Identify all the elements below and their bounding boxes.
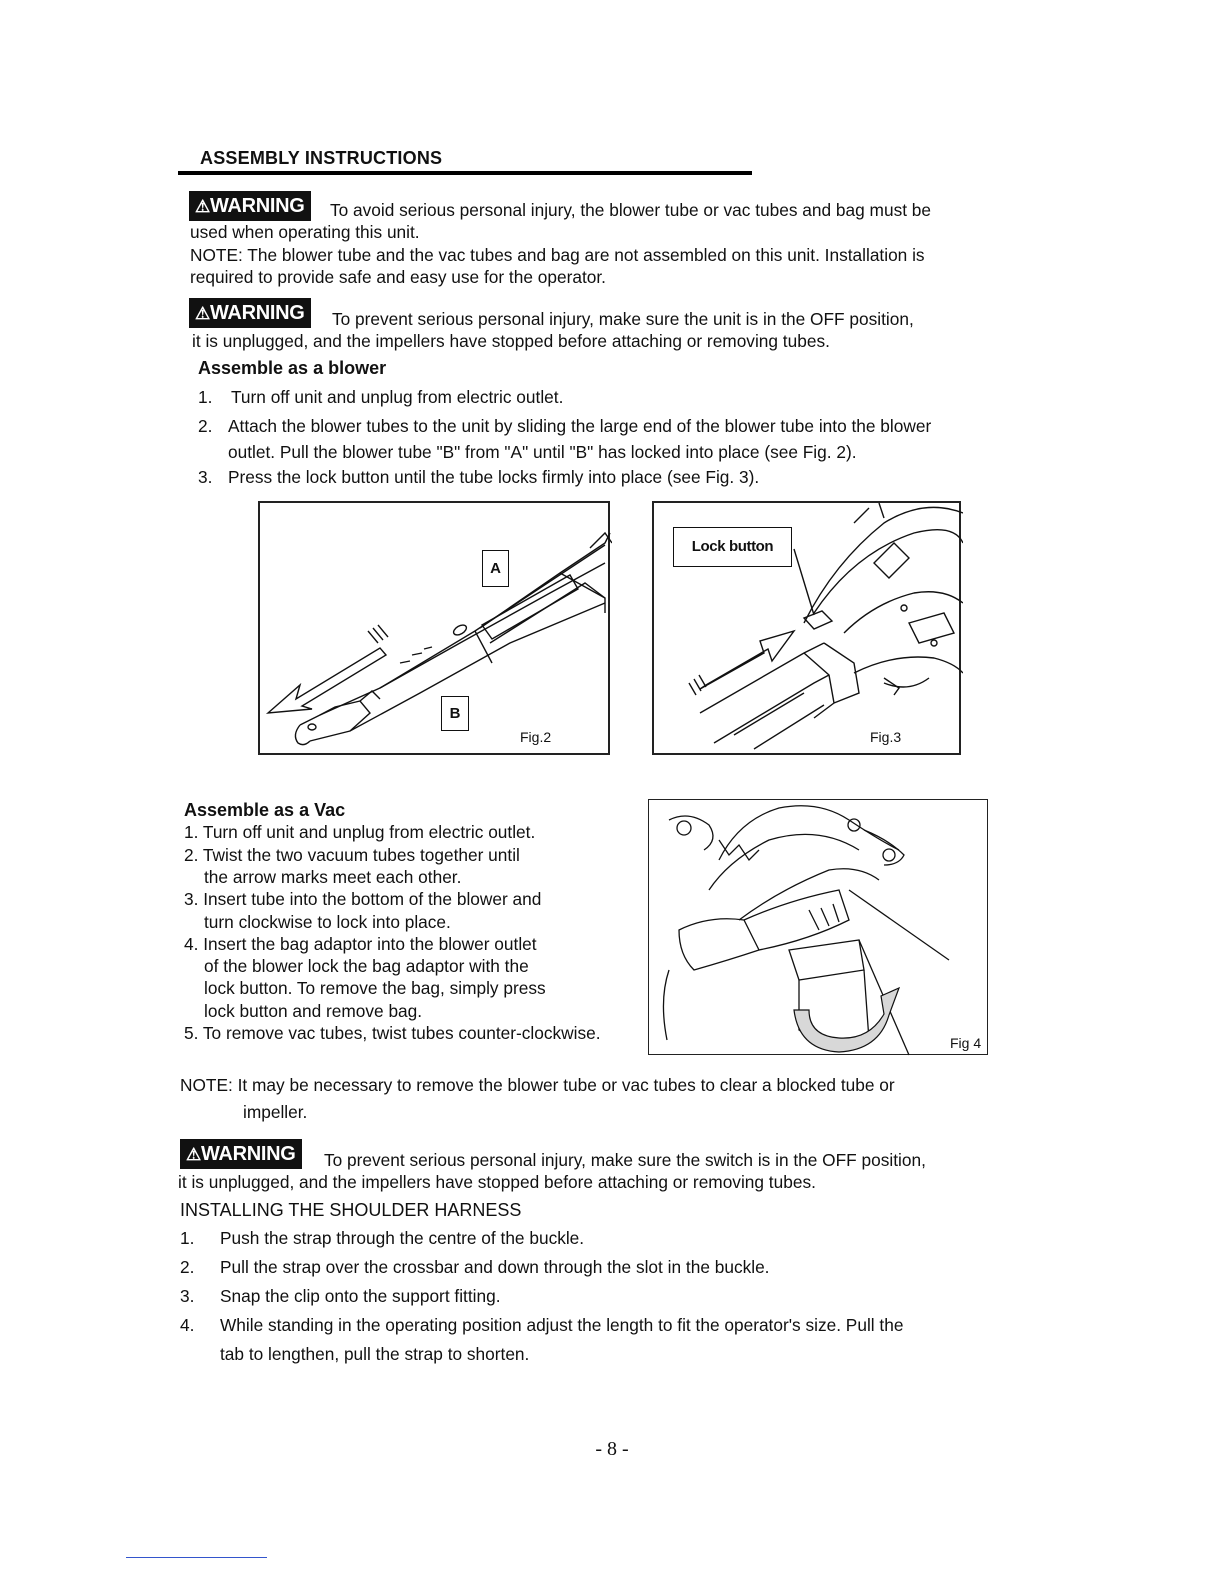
warning-triangle-icon: ⚠ — [195, 304, 210, 323]
step-number: 1. — [180, 1228, 195, 1248]
vac-line: 1. Turn off unit and unplug from electric outlet. — [184, 822, 536, 842]
step-number: 1. — [198, 387, 213, 407]
note-text-cont: impeller. — [243, 1102, 308, 1122]
step-number: 3. — [198, 467, 213, 487]
callout-a: A — [482, 550, 509, 587]
warning-label: WARNING — [200, 1143, 296, 1165]
vac-line: lock button and remove bag. — [204, 1001, 423, 1021]
step-text: Push the strap through the centre of the buckle. — [220, 1228, 585, 1248]
vac-line: the arrow marks meet each other. — [204, 867, 462, 887]
step-text: Turn off unit and unplug from electric outlet. — [231, 387, 564, 407]
blower-tube-illustration — [260, 503, 612, 757]
vac-line: 4. Insert the bag adaptor into the blower outlet — [184, 934, 537, 954]
figure-caption: Fig.2 — [520, 729, 552, 745]
figure-caption: Fig.3 — [870, 729, 902, 745]
title-underline — [178, 171, 752, 175]
step-number: 2. — [198, 416, 213, 436]
vac-line: turn clockwise to lock into place. — [204, 912, 451, 932]
section-heading-blower: Assemble as a blower — [198, 358, 387, 378]
warning-badge — [189, 191, 311, 221]
figure-2 — [258, 501, 610, 755]
step-number: 3. — [180, 1286, 195, 1306]
warning-triangle-icon: ⚠ — [186, 1145, 201, 1164]
section-heading-vac: Assemble as a Vac — [184, 800, 346, 820]
vac-line: 2. Twist the two vacuum tubes together until — [184, 845, 520, 865]
lock-button-callout: Lock button — [673, 527, 792, 567]
page-number: - 8 - — [595, 1438, 629, 1460]
warning2-text-cont: it is unplugged, and the impellers have stopped before attaching or removing tubes. — [192, 331, 830, 351]
step-number: 4. — [180, 1315, 195, 1335]
figure-caption: Fig 4 — [950, 1035, 982, 1051]
footer-rule — [126, 1557, 267, 1558]
warning3-text: To prevent serious personal injury, make sure the switch is in the OFF position, — [324, 1150, 926, 1170]
section-heading-harness: INSTALLING THE SHOULDER HARNESS — [180, 1200, 522, 1220]
note-text-cont: required to provide safe and easy use for the operator. — [190, 267, 606, 287]
step-text: Press the lock button until the tube locks firmly into place (see Fig. 3). — [228, 467, 760, 487]
step-text: Attach the blower tubes to the unit by sliding the large end of the blower tube into the blower — [228, 416, 932, 436]
warning1-text: To avoid serious personal injury, the blower tube or vac tubes and bag must be — [330, 200, 932, 220]
note-text: NOTE: The blower tube and the vac tubes and bag are not assembled on this unit. Installation is — [190, 245, 925, 265]
warning3-text-cont: it is unplugged, and the impellers have stopped before attaching or removing tubes. — [178, 1172, 816, 1192]
step-text: Pull the strap over the crossbar and down through the slot in the buckle. — [220, 1257, 770, 1277]
note-text: NOTE: It may be necessary to remove the blower tube or vac tubes to clear a blocked tube or — [180, 1075, 895, 1095]
vac-line: 3. Insert tube into the bottom of the blower and — [184, 889, 542, 909]
step-number: 2. — [180, 1257, 195, 1277]
warning-badge — [189, 298, 311, 328]
vac-assembly-illustration — [649, 800, 989, 1056]
warning1-text-cont: used when operating this unit. — [190, 222, 420, 242]
step-text-cont: tab to lengthen, pull the strap to shorten. — [220, 1344, 530, 1364]
figure-3 — [652, 501, 961, 755]
step-text-cont: outlet. Pull the blower tube "B" from "A" until "B" has locked into place (see Fig. 2). — [228, 442, 857, 462]
step-text: While standing in the operating position adjust the length to fit the operator's size. Pull the — [220, 1315, 904, 1335]
step-text: Snap the clip onto the support fitting. — [220, 1286, 501, 1306]
callout-b: B — [441, 696, 469, 731]
warning-triangle-icon: ⚠ — [195, 197, 210, 216]
page-title: ASSEMBLY INSTRUCTIONS — [200, 148, 443, 168]
vac-line: 5. To remove vac tubes, twist tubes counter-clockwise. — [184, 1023, 601, 1043]
warning-label: WARNING — [209, 195, 305, 217]
warning-badge — [180, 1139, 302, 1169]
vac-line: lock button. To remove the bag, simply press — [204, 978, 546, 998]
warning-label: WARNING — [209, 302, 305, 324]
vac-line: of the blower lock the bag adaptor with the — [204, 956, 529, 976]
warning2-text: To prevent serious personal injury, make sure the unit is in the OFF position, — [332, 309, 914, 329]
figure-4 — [648, 799, 988, 1055]
